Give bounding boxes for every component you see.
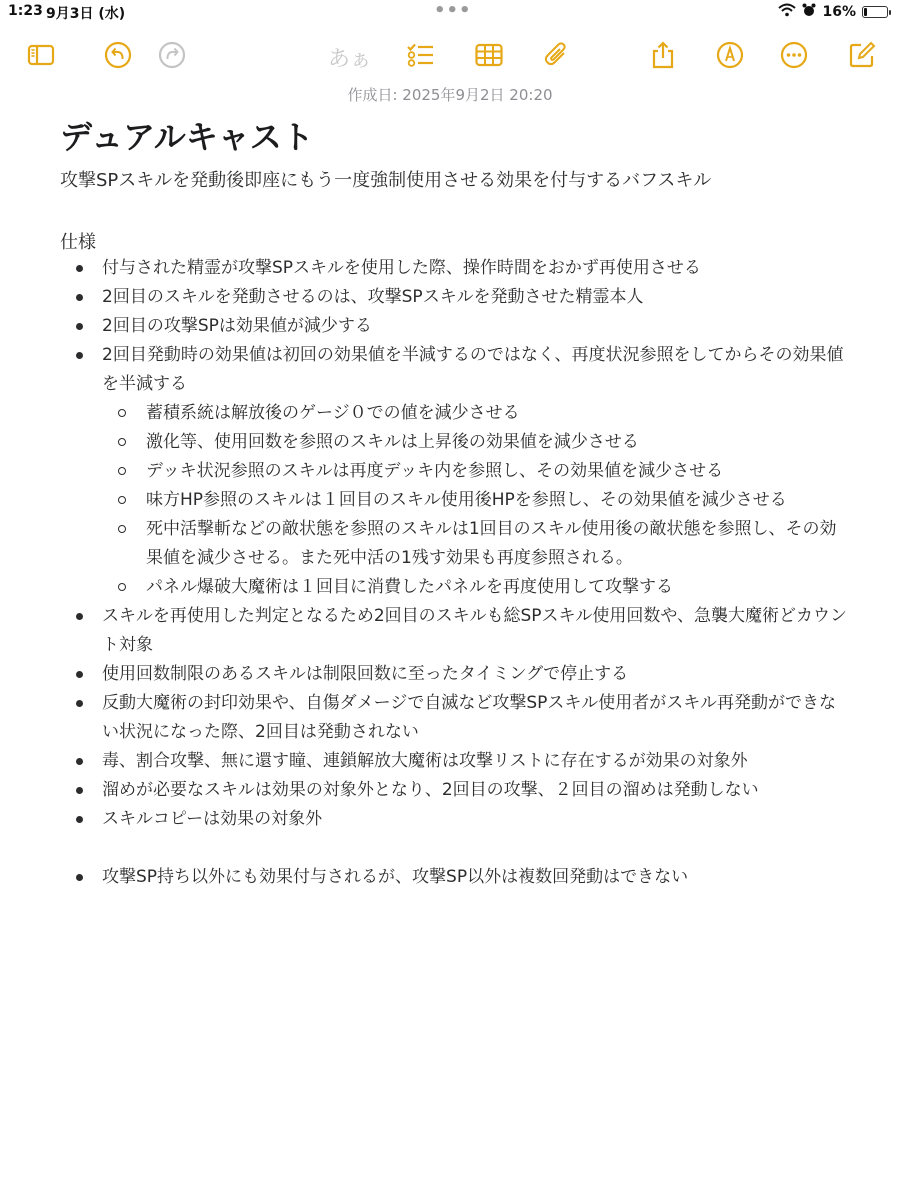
battery-level bbox=[864, 8, 867, 16]
list-item-text: 2回目の攻撃SPは効果値が減少する bbox=[102, 316, 372, 336]
sub-list-item-text: 死中活撃斬などの敵状態を参照のスキルは1回目のスキル使用後の敵状態を参照し、その効果値を減少させる。また死中活の1残す効果も再度参照される。 bbox=[146, 519, 837, 568]
list-item[interactable] bbox=[60, 602, 850, 660]
hollow-bullet-icon bbox=[118, 525, 126, 533]
bullet-icon bbox=[76, 816, 83, 823]
list-item-text: スキルコピーは効果の対象外 bbox=[102, 809, 323, 829]
bullet-icon bbox=[76, 787, 83, 794]
list-item-text: スキルを再使用した判定となるため2回目のスキルも総SPスキル使用回数や、急襲大魔術どカウント対象 bbox=[102, 606, 848, 655]
redo-icon[interactable] bbox=[155, 38, 189, 72]
note-subtitle[interactable]: 攻撃SPスキルを発動後即座にもう一度強制使用させる効果を付与するバフスキル bbox=[60, 170, 712, 191]
section-label[interactable]: 仕様 bbox=[60, 232, 96, 253]
markup-icon[interactable] bbox=[713, 38, 747, 72]
sub-list-item[interactable] bbox=[102, 573, 850, 602]
hollow-bullet-icon bbox=[118, 583, 126, 591]
sub-list-item[interactable] bbox=[102, 399, 850, 428]
compose-icon[interactable] bbox=[845, 38, 879, 72]
bullet-icon bbox=[76, 352, 83, 359]
sub-list-item-text: パネル爆破大魔術は１回目に消費したパネルを再度使用して攻撃する bbox=[146, 577, 673, 597]
sidebar-icon[interactable] bbox=[24, 38, 58, 72]
list-item-text: 使用回数制限のあるスキルは制限回数に至ったタイミングで停止する bbox=[102, 664, 629, 684]
sub-list-item[interactable] bbox=[102, 457, 850, 486]
list-item[interactable] bbox=[60, 689, 850, 747]
list-item[interactable] bbox=[60, 776, 850, 805]
battery-percent: 16% bbox=[822, 4, 856, 20]
more-icon[interactable] bbox=[777, 38, 811, 72]
list-item[interactable] bbox=[60, 341, 850, 602]
attachment-icon[interactable] bbox=[540, 38, 574, 72]
status-indicators bbox=[778, 3, 888, 21]
toolbar bbox=[0, 34, 900, 74]
bullet-icon bbox=[76, 700, 83, 707]
list-item-text: 溜めが必要なスキルは効果の対象外となり、2回目の攻撃、２回目の溜めは発動しない bbox=[102, 780, 759, 800]
list-item[interactable] bbox=[60, 312, 850, 341]
sub-list-item-text: 味方HP参照のスキルは１回目のスキル使用後HPを参照し、その効果値を減少させる bbox=[146, 490, 787, 510]
sub-list-item-text: 激化等、使用回数を参照のスキルは上昇後の効果値を減少させる bbox=[146, 432, 639, 452]
sub-list-item-text: 蓄積系統は解放後のゲージ０での値を減少させる bbox=[146, 403, 520, 423]
list-item[interactable] bbox=[60, 805, 850, 834]
list-item-text: 2回目のスキルを発動させるのは、攻撃SPスキルを発動させた精霊本人 bbox=[102, 287, 644, 307]
list-item[interactable] bbox=[60, 863, 850, 892]
bullet-icon bbox=[76, 294, 83, 301]
status-time: 1:23 bbox=[8, 3, 43, 19]
list-item-text: 付与された精霊が攻撃SPスキルを使用した際、操作時間をおかず再使用させる bbox=[102, 258, 701, 278]
list-item[interactable] bbox=[60, 283, 850, 312]
list-item[interactable] bbox=[60, 660, 850, 689]
bullet-icon bbox=[76, 758, 83, 765]
sub-list-item-text: デッキ状況参照のスキルは再度デッキ内を参照し、その効果値を減少させる bbox=[146, 461, 724, 481]
format-text-button[interactable]: あぁ bbox=[328, 47, 372, 72]
hollow-bullet-icon bbox=[118, 496, 126, 504]
created-date: 作成日: 2025年9月2日 20:20 bbox=[347, 86, 553, 104]
sub-list bbox=[102, 399, 850, 602]
list-item-text: 攻撃SP持ち以外にも効果付与されるが、攻撃SP以外は複数回発動はできない bbox=[102, 867, 689, 887]
hollow-bullet-icon bbox=[118, 409, 126, 417]
list-item-text: 2回目発動時の効果値は初回の効果値を半減するのではなく、再度状況参照をしてからその効果値を半減する bbox=[102, 345, 844, 394]
sub-list-item[interactable] bbox=[102, 486, 850, 515]
status-bar bbox=[0, 0, 900, 24]
hollow-bullet-icon bbox=[118, 467, 126, 475]
table-icon[interactable] bbox=[472, 38, 506, 72]
note-title[interactable]: デュアルキャスト bbox=[60, 118, 314, 156]
sub-list-item[interactable] bbox=[102, 515, 850, 573]
spec-list bbox=[60, 254, 850, 892]
bullet-icon bbox=[76, 613, 83, 620]
hollow-bullet-icon bbox=[118, 438, 126, 446]
status-date: 9月3日 (水) bbox=[46, 6, 126, 22]
bullet-icon bbox=[76, 874, 83, 881]
empty-line[interactable] bbox=[60, 834, 850, 863]
multitasking-dots[interactable]: ••• bbox=[434, 0, 472, 21]
bullet-icon bbox=[76, 671, 83, 678]
undo-icon[interactable] bbox=[101, 38, 135, 72]
list-item[interactable] bbox=[60, 254, 850, 283]
checklist-icon[interactable] bbox=[403, 38, 437, 72]
sub-list-item[interactable] bbox=[102, 428, 850, 457]
bullet-icon bbox=[76, 323, 83, 330]
share-icon[interactable] bbox=[646, 38, 680, 72]
list-item[interactable] bbox=[60, 747, 850, 776]
battery-icon bbox=[862, 6, 888, 18]
list-item-text: 反動大魔術の封印効果や、自傷ダメージで自滅など攻撃SPスキル使用者がスキル再発動ができない状況になった際、2回目は発動されない bbox=[102, 693, 837, 742]
wifi-icon bbox=[778, 3, 796, 21]
list-item-text: 毒、割合攻撃、無に還す瞳、連鎖解放大魔術は攻撃リストに存在するが効果の対象外 bbox=[102, 751, 748, 771]
bullet-icon bbox=[76, 265, 83, 272]
alarm-icon bbox=[802, 3, 816, 21]
